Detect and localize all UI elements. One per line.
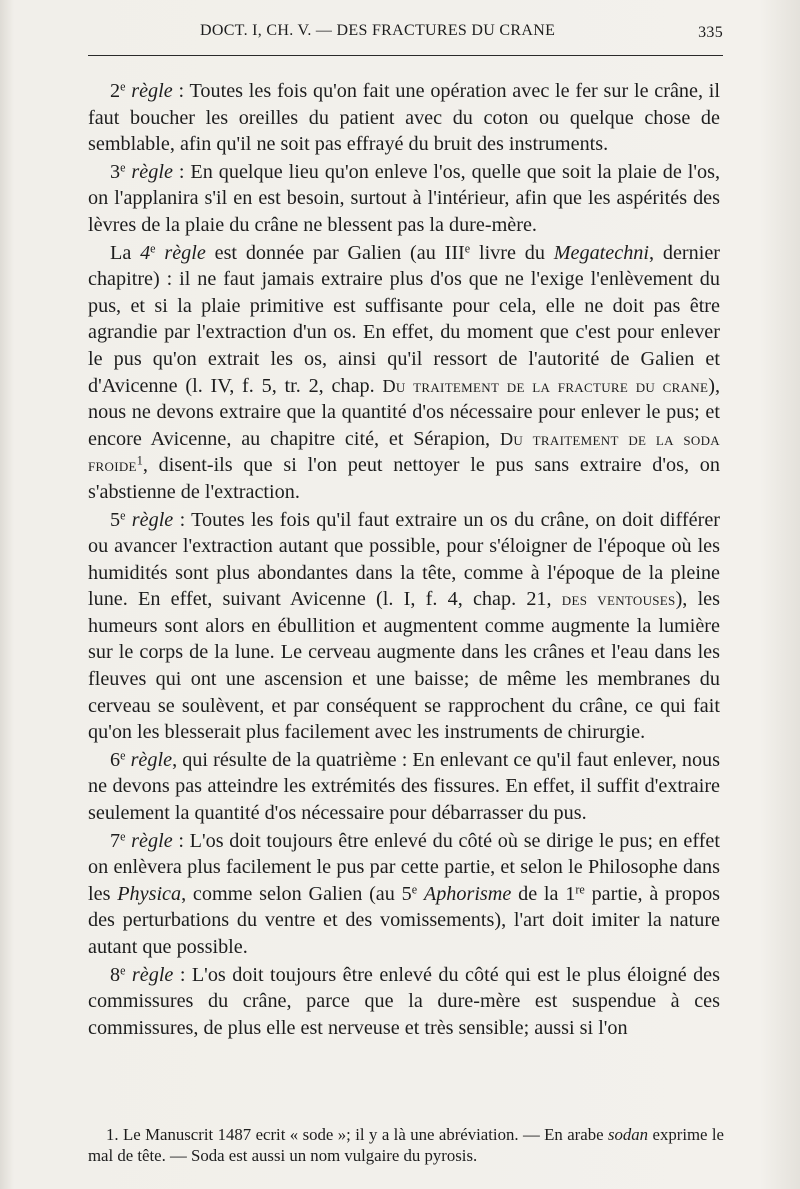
footnote-text: 1. Le Manuscrit 1487 ecrit « sode »; il y a là une abréviation. — En arabe [106, 1125, 608, 1144]
rule-number: 3 [110, 160, 121, 183]
chapter-title: des ventouses [561, 589, 676, 610]
running-title: DOCT. I, CH. V. — DES FRACTURES DU CRANE [200, 22, 556, 39]
paragraph-rule-2 [88, 78, 720, 158]
book-title: Aphorisme [423, 882, 512, 905]
running-head [88, 22, 723, 48]
paragraph-text: : Toutes les fois qu'on fait une opération avec le fer sur le crâne, il faut boucher les oreilles du patient avec du coton ou quelque chose de semblable, afin qu'il ne soit pas effrayé du bruit des instruments. [88, 80, 721, 156]
ordinal-suffix: e [120, 79, 126, 94]
rule-word: règle [164, 241, 206, 264]
paragraph-text: , dernier chapitre) : il ne faut jamais extraire plus d'os que ne l'exige l'enlèvement du pus, et si la plaie primitive est suffisante pour cela, elle ne doit pas être agrandie par l'extraction d'un os. En effet, du moment que c'est pour enlever le pus qu'on extrait les os, ainsi qu'il ressort de l'autorité de Galien et d'Avicenne (l. IV, f. 5, tr. 2, chap. [88, 241, 721, 397]
paragraph-lead: La [110, 241, 141, 264]
paragraph-text: ), les humeurs sont alors en ébullition et augmentent comme augmente la lumière sur le corps de la lune. Le cerveau augmente dans les crânes et l'eau dans les fleuves qui ont une ascension et une baisse; de même les membranes du cerveau se soulèvent, et par conséquent se rapprochent du crâne, ce qui fait qu'on les blesserait plus facilement avec les instruments de chirurgie. [88, 588, 720, 744]
paragraph-rule-7 [88, 828, 720, 961]
paragraph-text [417, 883, 424, 905]
body-text [88, 78, 720, 1041]
rule-word: règle [131, 160, 173, 183]
paragraph-text: de la 1 [511, 882, 576, 905]
page-number: 335 [698, 24, 723, 41]
paragraph-text: , qui résulte de la quatrième : En enlevant ce qu'il faut enlever, nous ne devons pas atteindre les extrémités des fissures. En effet, il suffit d'extraire seulement la quantité d'os nécessaire pour débarrasser du pus. [88, 748, 720, 825]
paragraph-rule-5 [88, 507, 720, 746]
ordinal-suffix: e [120, 160, 126, 175]
book-title: Physica [117, 882, 182, 905]
paragraph-text: partie, à propos des perturbations du ventre et des vomissements), l'art doit imiter la nature autant que possible. [88, 882, 721, 958]
header-rule [88, 55, 723, 56]
paragraph-rule-3 [88, 159, 720, 239]
rule-number: 4 [140, 241, 151, 264]
paragraph-text: : L'os doit toujours être enlevé du côté où se dirige le pus; en effet on enlèvera plus facilement le pus par cette partie, et selon le Philosophe dans les [88, 829, 720, 905]
ordinal-suffix: re [575, 882, 585, 897]
paragraph-text: livre du [470, 241, 554, 264]
book-title: Megatechni [553, 241, 650, 264]
paragraph-rule-8 [88, 962, 720, 1042]
rule-word: règle [131, 829, 173, 852]
chapter-title: Du traitement de la fracture du crane [382, 375, 709, 396]
footnote-text: exprime le mal de tête. — Soda est aussi un nom vulgaire du pyrosis. [88, 1125, 725, 1165]
ordinal-suffix: e [150, 240, 156, 255]
footnote [88, 1124, 724, 1166]
rule-number: 8 [110, 963, 121, 986]
rule-word: règle [131, 508, 174, 531]
rule-number: 7 [110, 829, 121, 852]
ordinal-suffix: e [120, 748, 126, 763]
rule-word: règle [131, 963, 174, 986]
ordinal-suffix: e [120, 828, 126, 843]
rule-word: règle [130, 748, 173, 771]
ordinal-suffix: e [120, 962, 126, 977]
ordinal-suffix: e [464, 240, 471, 255]
rule-number: 2 [110, 80, 121, 102]
paragraph-rule-6 [88, 747, 720, 827]
paragraph-text: , comme selon Galien (au 5 [181, 882, 412, 905]
footnote-arabic-word: sodan [607, 1125, 649, 1144]
paragraph-text: est donnée par Galien (au III [205, 241, 465, 264]
rule-number: 5 [110, 508, 121, 531]
rule-number: 6 [110, 748, 121, 771]
paragraph-text: , disent-ils que si l'on peut nettoyer le pus sans extraire d'os, on s'abstienne de l'extraction. [88, 454, 720, 503]
paragraph-text: : L'os doit toujours être enlevé du côté qui est le plus éloigné des commissures du crâne, parce que la dure-mère est suspendue à ces commissures, de plus elle est nerveuse et très sensible; aussi si l'on [88, 963, 720, 1039]
footnote-reference: 1 [136, 453, 143, 468]
rule-word: règle [131, 80, 173, 102]
paragraph-rule-4 [88, 240, 720, 506]
chapter-title: Du traitement de la soda froide [88, 428, 720, 476]
paragraph-text: : Toutes les fois qu'il faut extraire un os du crâne, on doit différer ou avancer l'extraction autant que possible, pour s'éloigner de l'époque où les humidités sont plus abondantes dans la tête, comme à l'époque de la pleine lune. En effet, suivant Avicenne (l. I, f. 4, chap. 21, [88, 508, 720, 611]
ordinal-suffix: e [120, 507, 126, 522]
paragraph-text: ), nous ne devons extraire que la quantité d'os nécessaire pour enlever le pus; et encore Avicenne, au chapitre cité, et Sérapion, [88, 374, 720, 450]
ordinal-suffix: e [411, 882, 418, 897]
paragraph-text: : En quelque lieu qu'on enleve l'os, quelle que soit la plaie de l'os, on l'applanira s'il en est besoin, surtout à l'intérieur, afin que les aspérités des lèvres de la plaie du crâne ne blessent pas la dure-mère. [88, 160, 720, 236]
